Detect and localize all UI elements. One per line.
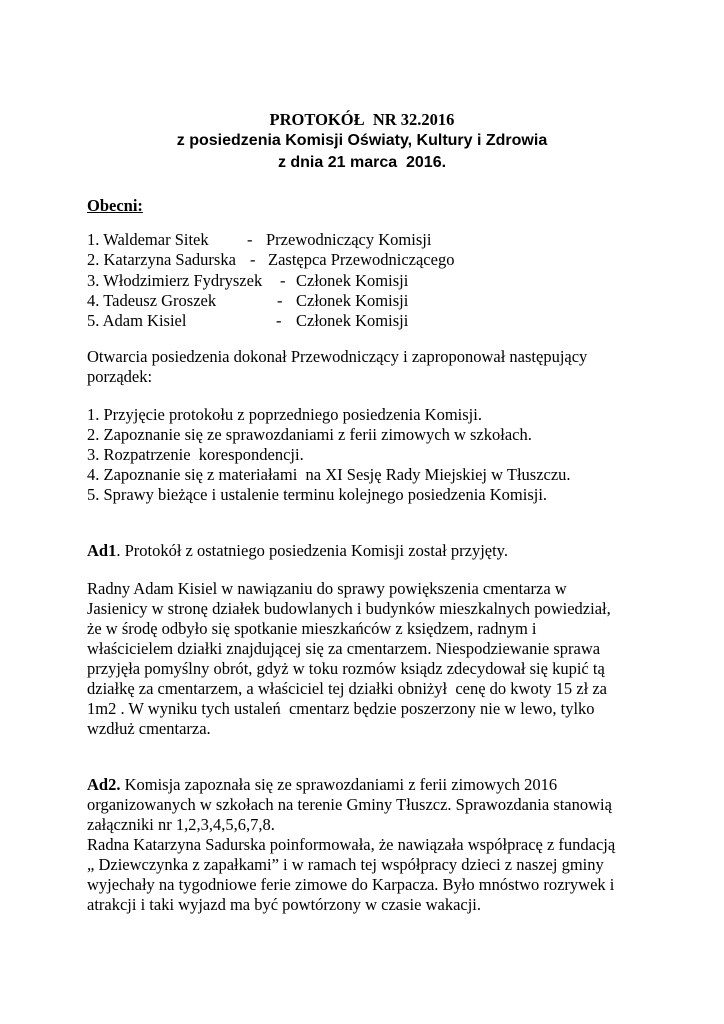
member-role: Członek Komisji: [296, 271, 409, 290]
ad1-paragraph-line: że w środę odbyło się spotkanie mieszkańców z księdzem, radnym i: [87, 619, 537, 638]
member-name: 1. Waldemar Sitek: [87, 230, 209, 249]
member-name: 4. Tadeusz Groszek: [87, 291, 217, 310]
ad1-text: . Protokół z ostatniego posiedzenia Komisji został przyjęty.: [116, 541, 508, 560]
member-dash: -: [276, 311, 282, 330]
ad2-paragraph-line: atrakcji i taki wyjazd ma być powtórzony w czasie wakacji.: [87, 895, 482, 914]
agenda-item: 3. Rozpatrzenie korespondencji.: [87, 445, 304, 464]
member-name: 2. Katarzyna Sadurska: [87, 250, 236, 269]
ad2-text: Komisja zapoznała się ze sprawozdaniami z ferii zimowych 2016: [120, 775, 558, 794]
agenda-item: 5. Sprawy bieżące i ustalenie terminu kolejnego posiedzenia Komisji.: [87, 485, 548, 504]
ad2-paragraph-line: Radna Katarzyna Sadurska poinformowała, że nawiązała współpracę z fundacją: [87, 835, 616, 854]
member-name: 3. Włodzimierz Fydryszek: [87, 271, 263, 290]
member-dash: -: [250, 250, 256, 269]
ad1-paragraph-line: działkę za cmentarzem, a właściciel tej działki obniżył cenę do kwoty 15 zł za: [87, 679, 607, 698]
member-name: 5. Adam Kisiel: [87, 311, 187, 330]
ad1-paragraph-line: przyjęła pomyślny obrót, gdyż w toku rozmów ksiądz zdecydował się kupić tą: [87, 659, 605, 678]
document-subtitle: z posiedzenia Komisji Oświaty, Kultury i Zdrowia: [176, 132, 548, 149]
ad2-paragraph-line: wyjechały na tygodniowe ferie zimowe do Karpacza. Było mnóstwo rozrywek i: [87, 875, 615, 894]
member-dash: -: [280, 271, 286, 290]
ad2-paragraph-line: organizowanych w szkołach na terenie Gminy Tłuszcz. Sprawozdania stanowią: [87, 795, 612, 814]
ad1-paragraph-line: Radny Adam Kisiel w nawiązaniu do sprawy powiększenia cmentarza w: [87, 579, 567, 598]
document-title: PROTOKÓŁ NR 32.2016: [269, 110, 455, 129]
ad1-line: [87, 541, 508, 561]
ad1-paragraph-line: wzdłuż cmentarza.: [87, 719, 211, 738]
agenda-item: 2. Zapoznanie się ze sprawozdaniami z ferii zimowych w szkołach.: [87, 425, 532, 444]
ad1-paragraph-line: Jasienicy w stronę działek budowlanych i budynków mieszkalnych powiedział,: [87, 599, 611, 618]
ad1-label: Ad1: [87, 541, 117, 560]
ad2-paragraph-line: załączniki nr 1,2,3,4,5,6,7,8.: [87, 815, 275, 834]
opening-line: porządek:: [87, 367, 153, 386]
member-role: Przewodniczący Komisji: [266, 230, 432, 249]
ad2-line: [87, 775, 557, 795]
ad1-paragraph-line: właścicielem działki znajdującej się za cmentarzem. Niespodziewanie sprawa: [87, 639, 601, 658]
ad1-paragraph-line: 1m2 . W wyniku tych ustaleń cmentarz będzie poszerzony nie w lewo, tylko: [87, 699, 595, 718]
opening-line: Otwarcia posiedzenia dokonał Przewodniczący i zaproponował następujący: [87, 347, 588, 366]
agenda-item: 1. Przyjęcie protokołu z poprzedniego posiedzenia Komisji.: [87, 405, 482, 424]
ad2-label: Ad2.: [87, 775, 121, 794]
present-heading: Obecni:: [87, 196, 143, 215]
member-dash: -: [247, 230, 253, 249]
agenda-item: 4. Zapoznanie się z materiałami na XI Sesję Rady Miejskiej w Tłuszczu.: [87, 465, 571, 484]
member-dash: -: [277, 291, 283, 310]
member-role: Członek Komisji: [296, 311, 409, 330]
document-date: z dnia 21 marca 2016.: [277, 154, 447, 171]
member-role: Członek Komisji: [296, 291, 409, 310]
member-role: Zastępca Przewodniczącego: [268, 250, 455, 269]
ad2-paragraph-line: „ Dziewczynka z zapałkami” i w ramach tej współpracy dzieci z naszej gminy: [87, 855, 604, 874]
